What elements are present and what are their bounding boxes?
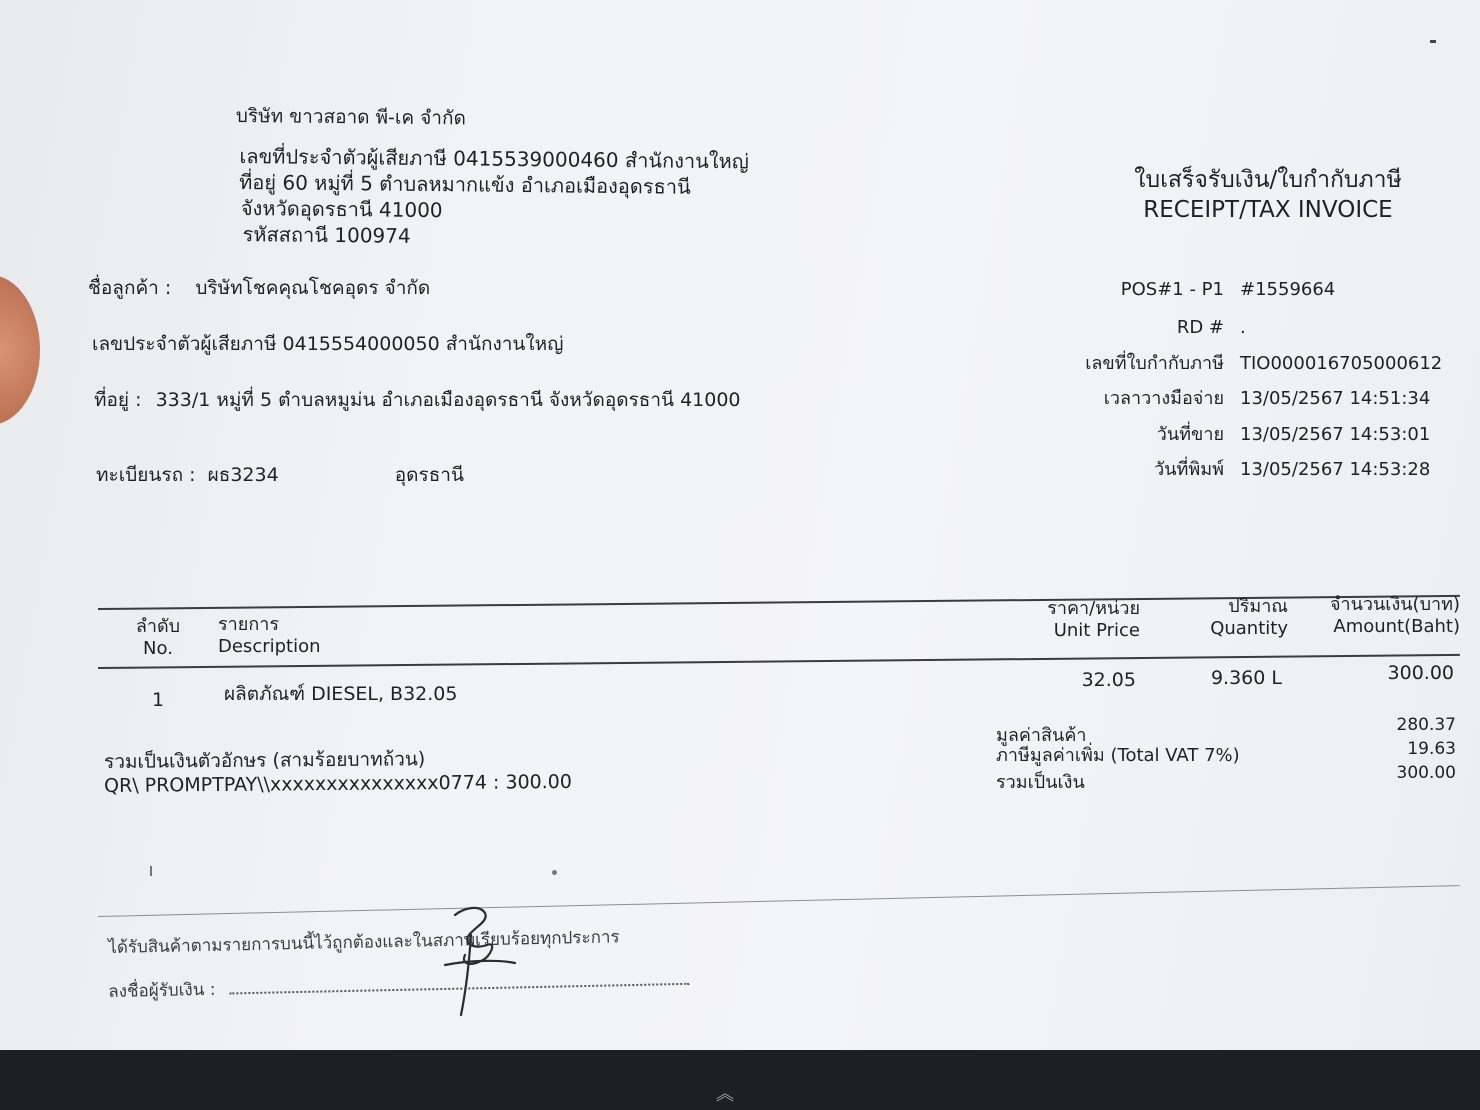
customer-address-value: 333/1 หมู่ที่ 5 ตำบลหมูม่น อำเภอเมืองอุดรธานี จังหวัดอุดรธานี 41000 bbox=[155, 389, 741, 411]
header-no bbox=[132, 616, 184, 660]
header-quantity bbox=[1196, 596, 1288, 640]
seller-tax-id: เลขที่ประจำตัวผู้เสียภาษี 0415539000460 สำนักงานใหญ่ bbox=[239, 144, 749, 174]
handwritten-signature bbox=[425, 905, 535, 1025]
meta-row bbox=[1060, 278, 1480, 316]
print-speck bbox=[1430, 40, 1436, 43]
seller-name: บริษัท ขาวสอาด พี-เค จำกัด bbox=[235, 104, 466, 130]
meta-value: 13/05/2567 14:53:28 bbox=[1240, 459, 1431, 480]
header-unit-price bbox=[1030, 598, 1140, 642]
meta-label: เวลาวางมือจ่าย bbox=[1103, 388, 1224, 409]
total-label: มูลค่าสินค้า bbox=[996, 725, 1087, 746]
customer-tax-id: เลขประจำตัวผู้เสียภาษี 0415554000050 สำนักงานใหญ่ bbox=[92, 333, 564, 355]
header-amount-thai: จำนวนเงิน(บาท) bbox=[1329, 594, 1460, 615]
acknowledgement-text: ได้รับสินค้าตามรายการบนนี้ไว้ถูกต้องและในสภาพเรียบร้อยทุกประการ bbox=[108, 927, 620, 958]
total-value: 280.37 bbox=[1396, 715, 1456, 735]
meta-value: . bbox=[1240, 317, 1246, 338]
row-amount: 300.00 bbox=[1387, 662, 1454, 684]
customer-address-row bbox=[94, 388, 741, 412]
row-quantity: 9.360 L bbox=[1210, 667, 1282, 689]
total-value: 300.00 bbox=[1396, 763, 1456, 783]
row-no: 1 bbox=[152, 689, 165, 711]
header-no-thai: ลำดับ bbox=[135, 616, 181, 637]
signature-label: ลงชื่อผู้รับเงิน : bbox=[108, 979, 216, 1002]
header-description-english: Description bbox=[218, 636, 321, 657]
meta-label: RD # bbox=[1176, 317, 1224, 338]
meta-label: วันที่ขาย bbox=[1156, 424, 1224, 445]
customer-name-row bbox=[88, 276, 430, 300]
total-row bbox=[996, 763, 1456, 793]
document-title-english: RECEIPT/TAX INVOICE bbox=[1143, 197, 1393, 223]
meta-label: POS#1 - P1 bbox=[1120, 279, 1224, 300]
meta-row bbox=[1060, 316, 1480, 352]
total-label: ภาษีมูลค่าเพิ่ม (Total VAT 7%) bbox=[996, 745, 1240, 766]
screen-bezel bbox=[0, 1050, 1480, 1110]
meta-value: 13/05/2567 14:51:34 bbox=[1240, 388, 1431, 409]
header-amount bbox=[1318, 594, 1460, 638]
invoice-meta bbox=[1060, 278, 1480, 493]
thumb bbox=[0, 275, 40, 425]
meta-label: เลขที่ใบกำกับภาษี bbox=[1085, 353, 1224, 374]
totals-block bbox=[996, 715, 1456, 793]
print-speck bbox=[150, 866, 152, 876]
header-description bbox=[218, 614, 321, 658]
plate-province: อุดรธานี bbox=[394, 464, 464, 486]
meta-value: #1559664 bbox=[1240, 279, 1336, 300]
meta-row bbox=[1060, 458, 1480, 493]
meta-row bbox=[1060, 387, 1480, 423]
customer-plate-row bbox=[96, 463, 464, 487]
seller-station-code: รหัสสถานี 100974 bbox=[242, 222, 411, 248]
document-title bbox=[1118, 165, 1418, 225]
customer-name-value: บริษัทโชคคุณโชคอุดร จำกัด bbox=[195, 277, 431, 299]
header-quantity-thai: ปริมาณ bbox=[1228, 596, 1288, 617]
double-chevron-up-icon[interactable]: ︽ bbox=[716, 1084, 734, 1105]
header-unit-price-thai: ราคา/หน่วย bbox=[1047, 598, 1140, 619]
meta-row bbox=[1060, 423, 1480, 458]
meta-row bbox=[1060, 352, 1480, 387]
plate-label: ทะเบียนรถ : bbox=[96, 464, 196, 486]
header-description-thai: รายการ bbox=[218, 614, 279, 635]
row-unit-price: 32.05 bbox=[1081, 669, 1136, 691]
print-speck bbox=[552, 870, 557, 875]
seller-address-line2: จังหวัดอุดรธานี 41000 bbox=[240, 196, 443, 223]
payment-method: QR\ PROMPTPAY\\xxxxxxxxxxxxxxx0774 : 300.00 bbox=[104, 770, 573, 797]
total-value: 19.63 bbox=[1407, 739, 1456, 759]
plate-value: ผธ3234 bbox=[207, 464, 279, 486]
meta-label: วันที่พิมพ์ bbox=[1154, 459, 1224, 480]
seller-address-line1: ที่อยู่ 60 หมู่ที่ 5 ตำบลหมากแข้ง อำเภอเมืองอุดรธานี bbox=[239, 170, 691, 199]
header-quantity-english: Quantity bbox=[1210, 618, 1288, 639]
seller-block bbox=[234, 103, 749, 252]
amount-in-words: รวมเป็นเงินตัวอักษร (สามร้อยบาทถ้วน) bbox=[104, 748, 426, 773]
customer-address-label: ที่อยู่ : bbox=[94, 389, 142, 411]
header-amount-english: Amount(Baht) bbox=[1333, 616, 1460, 637]
header-unit-price-english: Unit Price bbox=[1053, 620, 1140, 641]
meta-value: 13/05/2567 14:53:01 bbox=[1240, 424, 1431, 445]
total-label: รวมเป็นเงิน bbox=[996, 772, 1085, 793]
document-title-thai: ใบเสร็จรับเงิน/ใบกำกับภาษี bbox=[1134, 167, 1402, 193]
footer-rule bbox=[98, 885, 1460, 917]
header-no-english: No. bbox=[143, 638, 173, 659]
signature-line bbox=[108, 966, 689, 1005]
meta-value: TIO000016705000612 bbox=[1240, 353, 1443, 374]
customer-name-label: ชื่อลูกค้า : bbox=[88, 277, 172, 299]
row-description: ผลิตภัณฑ์ DIESEL, B32.05 bbox=[224, 683, 458, 705]
